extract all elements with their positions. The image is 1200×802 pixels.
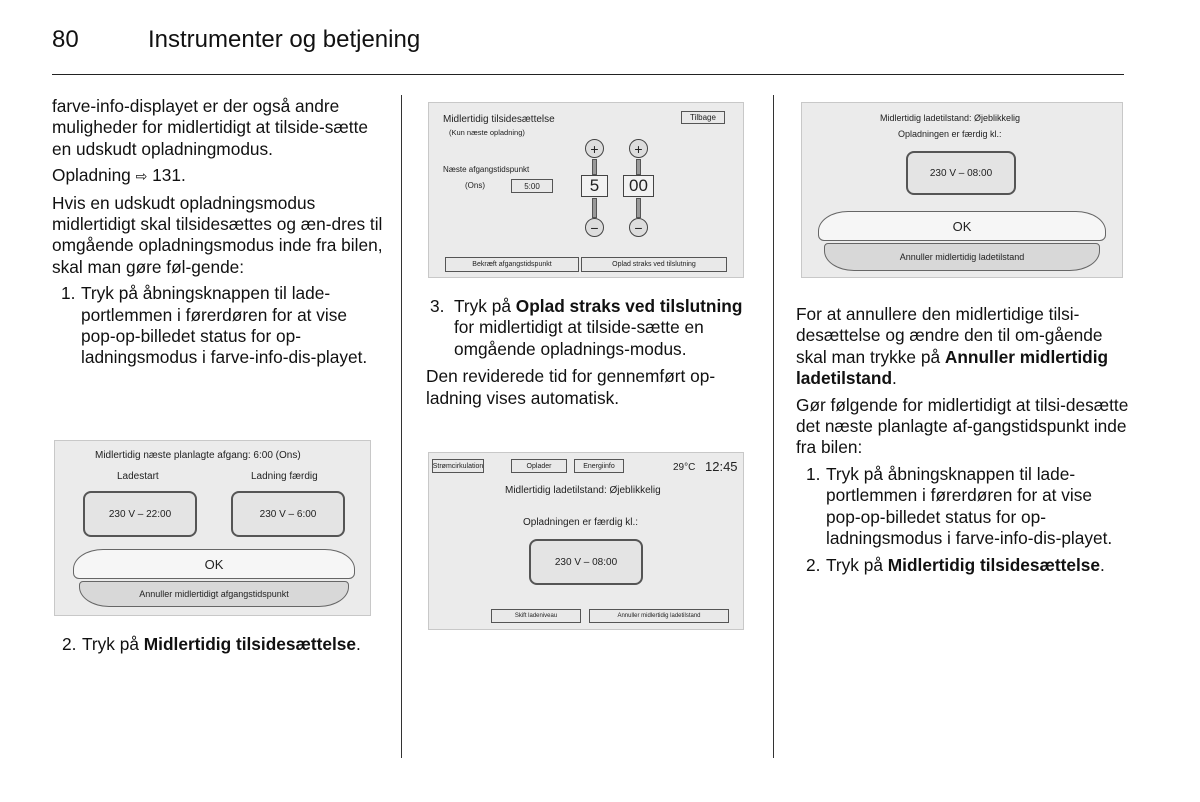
step-bold-term: Oplad straks ved tilslutning xyxy=(515,296,743,316)
screen-image-1 xyxy=(54,440,371,616)
step-number: 2. xyxy=(806,555,821,576)
screen-title: Midlertidig ladetilstand: Øjeblikkelig xyxy=(880,113,1021,123)
override-paragraph: Gør følgende for midlertidigt at tilsi-desætte det næste planlagte af-gangstidspunkt inde fra bilen: xyxy=(796,394,1129,458)
step-text-post: . xyxy=(1100,555,1105,576)
tab-power-flow[interactable]: Strømcirkulation xyxy=(432,459,484,473)
column-2 xyxy=(426,296,756,414)
minute-value: 00 xyxy=(623,175,654,197)
list-item xyxy=(62,634,382,655)
hour-slider-track-bottom xyxy=(592,198,597,218)
list-item xyxy=(796,464,1130,550)
step-text: Tryk på åbningsknappen til lade-portlemmen i førerdøren for at vise pop-op-billedet status for op-ladningsmodus i farve-info-dis-playet. xyxy=(81,283,368,368)
reference-text: Opladning xyxy=(52,165,131,186)
page-number: 80 xyxy=(52,26,79,53)
tab-energy-info[interactable]: Energiinfo xyxy=(574,459,624,473)
paragraph-bold-term: Annuller midlertidig ladetilstand xyxy=(796,346,1109,389)
step-number: 3. xyxy=(430,296,445,316)
cancel-temp-charge-mode-button[interactable]: Annuller midlertidig ladetilstand xyxy=(824,243,1100,271)
header-divider xyxy=(52,74,1124,75)
arrow-right-outline-icon: ⇨ xyxy=(135,168,148,185)
minute-plus-button[interactable]: + xyxy=(629,139,648,158)
step-2-col1 xyxy=(62,634,382,661)
minute-slider-track-top xyxy=(636,159,641,175)
clock-readout: 12:45 xyxy=(705,459,738,474)
page-title: Instrumenter og betjening xyxy=(148,26,421,53)
screen-image-4 xyxy=(801,102,1123,278)
hour-minus-button[interactable]: − xyxy=(585,218,604,237)
intro-paragraph: farve-info-displayet er der også andre muligheder for midlertidigt at tilside-sætte en udskudt opladningmodus. xyxy=(52,96,368,159)
step-text-pre: Tryk på xyxy=(826,555,888,576)
completion-label: Opladningen er færdig kl.: xyxy=(523,517,639,528)
column-divider-2 xyxy=(773,95,774,758)
minute-minus-button[interactable]: − xyxy=(629,218,648,237)
departure-day: (Ons) xyxy=(465,181,485,190)
cancel-departure-button[interactable]: Annuller midlertidigt afgangstidspunkt xyxy=(79,581,349,607)
step-text-pre: Tryk på xyxy=(82,634,144,654)
screen-subtitle: (Kun næste opladning) xyxy=(449,128,525,137)
step-text xyxy=(826,555,1130,576)
tab-charger[interactable]: Oplader xyxy=(511,459,567,473)
reference-page: 131. xyxy=(152,165,186,186)
list-item xyxy=(426,296,756,360)
list-item xyxy=(796,555,1130,576)
column-divider-1 xyxy=(401,95,402,758)
screen-image-2 xyxy=(428,102,744,278)
reference-line xyxy=(52,165,384,187)
screen-title: Midlertidig ladetilstand: Øjeblikkelig xyxy=(505,485,661,496)
confirm-departure-button[interactable]: Bekræft afgangstidspunkt xyxy=(445,257,579,272)
step-text-pre: Tryk på xyxy=(454,296,516,316)
column-1 xyxy=(52,96,384,375)
next-departure-label: Næste afgangstidspunkt xyxy=(443,165,530,174)
paragraph-text-pre: For at annullere den midlertidige tilsi-desættelse og ændre den til om-gående skal man trykke på xyxy=(796,304,1103,367)
hour-slider-track-top xyxy=(592,159,597,175)
column-3 xyxy=(796,304,1130,583)
step-text-post: . xyxy=(356,634,361,654)
step-number: 2. xyxy=(62,634,77,654)
list-item xyxy=(52,283,384,369)
charge-start-value: 230 V – 22:00 xyxy=(83,491,197,537)
ok-button[interactable]: OK xyxy=(73,549,355,579)
step-bold-term: Midlertidig tilsidesættelse xyxy=(887,555,1100,576)
ok-button[interactable]: OK xyxy=(818,211,1106,241)
completion-time-value: 230 V – 08:00 xyxy=(906,151,1016,195)
label-charge-done: Ladning færdig xyxy=(251,471,318,482)
screen-title: Midlertidig næste planlagte afgang: 6:00 (Ons) xyxy=(95,450,301,461)
label-charge-start: Ladestart xyxy=(117,471,159,482)
instructions-paragraph: Hvis en udskudt opladningsmodus midlertidigt skal tilsidesættes og æn-dres til omgående opladningsmodus inde fra bilen, skal man gøre føl-gende: xyxy=(52,192,383,277)
step-text xyxy=(454,296,756,360)
back-button[interactable]: Tilbage xyxy=(681,111,725,124)
hour-value: 5 xyxy=(581,175,608,197)
charge-now-button[interactable]: Oplad straks ved tilslutning xyxy=(581,257,727,272)
step-bold-term: Midlertidig tilsidesættelse xyxy=(143,634,356,654)
minute-slider-track-bottom xyxy=(636,198,641,218)
change-charge-level-button[interactable]: Skift ladeniveau xyxy=(491,609,581,623)
completion-time-value: 230 V – 08:00 xyxy=(529,539,643,585)
charge-done-value: 230 V – 6:00 xyxy=(231,491,345,537)
step-text xyxy=(82,634,382,655)
screen-title: Midlertidig tilsidesættelse xyxy=(443,114,555,125)
temperature-readout: 29°C xyxy=(673,462,696,473)
paragraph-text-post: . xyxy=(892,368,897,389)
step-text-post: for midlertidigt at tilside-sætte en omgående opladnings-modus. xyxy=(454,317,704,359)
step-number: 1. xyxy=(61,283,76,304)
cancel-temp-charge-mode-button[interactable]: Annuller midlertidig ladetilstand xyxy=(589,609,729,623)
completion-label: Opladningen er færdig kl.: xyxy=(898,129,1002,139)
cancel-paragraph xyxy=(796,304,1130,390)
step-text: Tryk på åbningsknappen til lade-portlemmen i førerdøren for at vise pop-op-billedet status for op-ladningsmodus i farve-info-dis-playet. xyxy=(826,463,1113,549)
step-number: 1. xyxy=(806,463,821,484)
hour-plus-button[interactable]: + xyxy=(585,139,604,158)
revised-time-paragraph: Den reviderede tid for gennemført op-ladning vises automatisk. xyxy=(426,366,716,408)
departure-time-field[interactable]: 5:00 xyxy=(511,179,553,193)
screen-image-3 xyxy=(428,452,744,630)
